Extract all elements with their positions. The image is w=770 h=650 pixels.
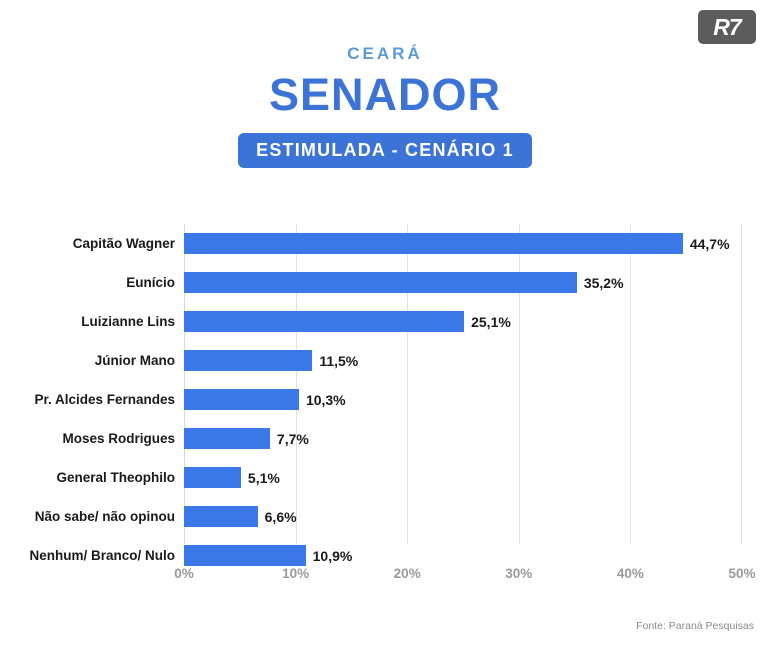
bar [184, 233, 683, 254]
bar-category-label: Luizianne Lins [81, 314, 175, 329]
bar-rows [29, 224, 742, 575]
bar-value-label: 5,1% [247, 469, 280, 486]
bar-category-label: General Theophilo [56, 470, 175, 485]
bar-category-label: Não sabe/ não opinou [34, 509, 175, 524]
x-tick-label: 50% [728, 566, 756, 581]
bar [184, 428, 270, 449]
bar-row [126, 263, 742, 302]
scenario-badge-wrapper [0, 133, 770, 168]
x-tick-label: 10% [282, 566, 310, 581]
x-tick-label: 30% [505, 566, 533, 581]
bar-category-label: Eunício [126, 275, 175, 290]
r7-logo-text: R7 [713, 13, 741, 40]
x-tick-label: 0% [174, 566, 194, 581]
bar-value-label: 25,1% [471, 313, 511, 330]
x-tick-label: 40% [616, 566, 644, 581]
bar [184, 311, 464, 332]
bar-value-label: 35,2% [583, 274, 624, 291]
bar-category-label: Nenhum/ Branco/ Nulo [29, 548, 175, 563]
bar [184, 545, 306, 566]
bar [184, 272, 577, 293]
bar-value-label: 11,5% [319, 352, 359, 369]
bar-category-label: Capitão Wagner [72, 236, 175, 251]
bar-category-label: Pr. Alcides Fernandes [34, 392, 175, 407]
bar [184, 506, 258, 527]
bar-row [34, 380, 742, 419]
bar-category-label: Moses Rodrigues [62, 431, 175, 446]
x-axis [174, 566, 756, 588]
chart-header [0, 0, 770, 168]
bar-chart [0, 214, 770, 584]
bar [184, 467, 241, 488]
bar-value-label: 6,6% [264, 508, 297, 525]
bar-value-label: 44,7% [689, 235, 730, 252]
bar-row [56, 458, 742, 497]
source-note: Fonte: Paraná Pesquisas [636, 620, 754, 632]
x-tick-label: 20% [393, 566, 421, 581]
bar-row [94, 341, 742, 380]
bar-value-label: 10,3% [305, 391, 346, 408]
bar-row [72, 224, 742, 263]
plot-area [29, 224, 742, 564]
bar-row [62, 419, 742, 458]
bar-value-label: 10,9% [312, 547, 353, 564]
scenario-badge: ESTIMULADA - CENÁRIO 1 [238, 133, 532, 168]
bar-category-label: Júnior Mano [94, 353, 175, 368]
chart-title-office: SENADOR [268, 69, 502, 120]
bar [184, 350, 312, 371]
bar-row [34, 497, 742, 536]
bar [184, 389, 299, 410]
bar-row [81, 302, 742, 341]
bar-value-label: 7,7% [276, 430, 309, 447]
chart-subtitle-state: CEARÁ [347, 44, 423, 63]
r7-logo [698, 10, 756, 44]
